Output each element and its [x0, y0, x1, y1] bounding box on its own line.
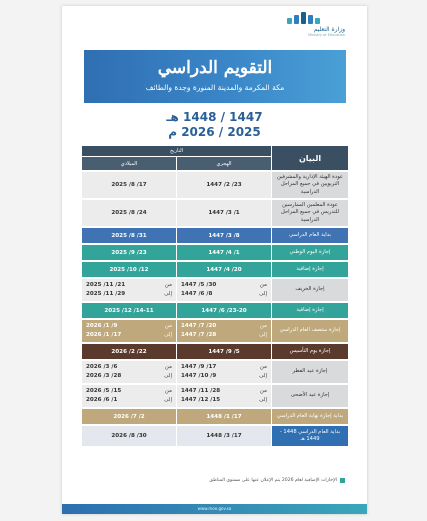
hijri-from-date: 1447 /5 /30 — [181, 281, 217, 288]
title-banner — [84, 50, 346, 103]
miladi-from-date: 2026 /1 /9 — [86, 322, 118, 329]
hijri-date-cell — [177, 172, 271, 198]
row-label: إجازة عيد الأضحى — [272, 385, 348, 407]
miladi-date-cell — [82, 344, 176, 359]
teal-legend-square-icon — [340, 478, 345, 483]
row-label: إجازة الخريف — [272, 279, 348, 301]
table-row — [82, 228, 348, 243]
hijri-date-cell — [177, 200, 271, 226]
row-label: بداية العام الدراسي — [272, 228, 348, 243]
miladi-date: 2026 /2 /22 — [111, 348, 147, 355]
hijri-to-date: 1447 /6 /8 — [181, 291, 213, 297]
miladi-date-cell — [82, 228, 176, 243]
to-label: إلى — [164, 291, 172, 297]
ministry-logo — [287, 12, 345, 42]
hijri-from-date: 1447 /7 /20 — [181, 322, 217, 329]
row-label: إجازة إضافية — [272, 262, 348, 277]
hijri-date-cell — [177, 228, 271, 243]
hijri-date: 1447 /3 /8 — [208, 232, 240, 239]
logo-english-text: Ministry of Education — [308, 33, 345, 37]
to-label: إلى — [164, 397, 172, 403]
miladi-date-cell — [82, 172, 176, 198]
row-label: بداية إجازة نهاية العام الدراسي — [272, 409, 348, 424]
row-label: عودة المعلمين الممارسين للتدريس في جميع المراحل الدراسية — [272, 200, 348, 226]
hijri-date: 1447 /9 /5 — [208, 348, 240, 355]
miladi-date-cell — [82, 279, 176, 301]
table-row — [82, 320, 348, 342]
hijri-date-cell — [177, 361, 271, 383]
miladi-date: 2025 /12 /14-11 — [104, 307, 154, 314]
miladi-date: 2025 /8 /31 — [111, 232, 147, 239]
header-hijri: الهجري — [177, 157, 271, 170]
from-label: من — [164, 322, 172, 329]
miladi-date-cell — [82, 303, 176, 318]
miladi-date-cell — [82, 361, 176, 383]
hijri-to-date: 1447 /12 /15 — [181, 397, 221, 403]
hijri-date-cell — [177, 409, 271, 424]
from-label: من — [259, 281, 267, 288]
calendar-page — [62, 6, 367, 514]
miladi-date: 2026 /8 /30 — [111, 433, 147, 439]
miladi-from-date: 2025 /11 /21 — [86, 281, 126, 288]
hijri-to-date: 1447 /7 /28 — [181, 332, 217, 338]
miladi-date-cell — [82, 200, 176, 226]
table-row — [82, 245, 348, 260]
table-row — [82, 262, 348, 277]
hijri-date-cell — [177, 279, 271, 301]
table-row — [82, 409, 348, 424]
row-label: إجازة منتصف العام الدراسي — [272, 320, 348, 342]
footnote — [209, 478, 345, 483]
page-subtitle: مكة المكرمة والمدينة المنورة وجدة والطائف — [145, 83, 285, 92]
miladi-from-date: 2026 /5 /15 — [86, 387, 122, 394]
miladi-date: 2026 /7 /2 — [113, 413, 145, 420]
miladi-to-date: 2026 /6 /1 — [86, 397, 118, 403]
row-label: إجازة يوم التأسيس — [272, 344, 348, 359]
miladi-date: 2025 /10 /12 — [109, 266, 149, 273]
hijri-date-cell — [177, 262, 271, 277]
hijri-date: 1447 /4 /1 — [208, 249, 240, 256]
row-label: بداية العام الدراسي 1448 - 1449 هـ — [272, 426, 348, 446]
table-row — [82, 344, 348, 359]
hijri-to-date: 1447 /10 /9 — [181, 373, 217, 379]
gregorian-years: 2025 / 2026 م — [168, 125, 261, 139]
hijri-date: 1447 /2 /23 — [206, 182, 242, 188]
calendar-table — [82, 146, 348, 446]
to-label: إلى — [259, 373, 267, 379]
miladi-to-date: 2025 /11 /29 — [86, 291, 126, 297]
miladi-date: 2025 /9 /23 — [111, 249, 147, 256]
hijri-date-cell — [177, 320, 271, 342]
page-title: التقويم الدراسي — [157, 58, 273, 78]
row-label: إجازة إضافية — [272, 303, 348, 318]
from-label: من — [259, 387, 267, 394]
from-label: من — [164, 363, 172, 370]
academic-years — [62, 110, 367, 139]
row-label: إجازة اليوم الوطني — [272, 245, 348, 260]
miladi-from-date: 2026 /3 /6 — [86, 363, 118, 370]
miladi-date-cell — [82, 262, 176, 277]
table-row — [82, 426, 348, 446]
from-label: من — [164, 281, 172, 288]
from-label: من — [164, 387, 172, 394]
hijri-date: 1447 /6 /23-20 — [201, 307, 247, 314]
table-row — [82, 200, 348, 226]
row-label: عودة الهيئة الإدارية والمشرفين التربويين في جميع المراحل الدراسية — [272, 172, 348, 198]
hijri-years: 1447 / 1448 هـ — [166, 110, 263, 124]
hijri-date: 1448 /3 /17 — [206, 433, 242, 439]
table-row — [82, 361, 348, 383]
hijri-date-cell — [177, 426, 271, 446]
hijri-date-cell — [177, 385, 271, 407]
to-label: إلى — [259, 397, 267, 403]
to-label: إلى — [259, 332, 267, 338]
miladi-date-cell — [82, 320, 176, 342]
header-bayan: البيان — [272, 146, 348, 170]
hijri-date-cell — [177, 245, 271, 260]
from-label: من — [259, 322, 267, 329]
header-date-group — [82, 146, 271, 170]
from-label: من — [259, 363, 267, 370]
table-body — [82, 172, 348, 446]
table-row — [82, 172, 348, 198]
miladi-date: 2025 /8 /24 — [111, 210, 147, 216]
miladi-date-cell — [82, 385, 176, 407]
hijri-date: 1447 /4 /20 — [206, 266, 242, 273]
miladi-date-cell — [82, 245, 176, 260]
header-miladi: الميلادي — [82, 157, 176, 170]
table-row — [82, 279, 348, 301]
to-label: إلى — [259, 291, 267, 297]
miladi-to-date: 2026 /1 /17 — [86, 332, 122, 338]
hijri-from-date: 1447 /11 /28 — [181, 387, 221, 394]
footer-url: www.moe.gov.sa — [197, 506, 232, 511]
miladi-date: 2025 /8 /17 — [111, 182, 147, 188]
footer-bar — [62, 504, 367, 514]
hijri-date-cell — [177, 344, 271, 359]
miladi-date-cell — [82, 426, 176, 446]
table-row — [82, 385, 348, 407]
hijri-date: 1448 /1 /17 — [206, 413, 242, 420]
hijri-from-date: 1447 /9 /17 — [181, 363, 217, 370]
footnote-text: الإجازات الإضافية لعام 2026 يتم الإعلان عنها على مستوى المناطق — [209, 478, 337, 483]
to-label: إلى — [164, 373, 172, 379]
miladi-to-date: 2026 /3 /28 — [86, 373, 122, 379]
header-date: التاريخ — [82, 146, 271, 156]
logo-mark-icon — [287, 12, 345, 24]
miladi-date-cell — [82, 409, 176, 424]
table-header — [82, 146, 348, 170]
row-label: إجازة عيد الفطر — [272, 361, 348, 383]
hijri-date-cell — [177, 303, 271, 318]
logo-arabic-text: وزارة التعليم — [313, 26, 345, 33]
table-row — [82, 303, 348, 318]
hijri-date: 1447 /3 /1 — [208, 210, 240, 216]
to-label: إلى — [164, 332, 172, 338]
